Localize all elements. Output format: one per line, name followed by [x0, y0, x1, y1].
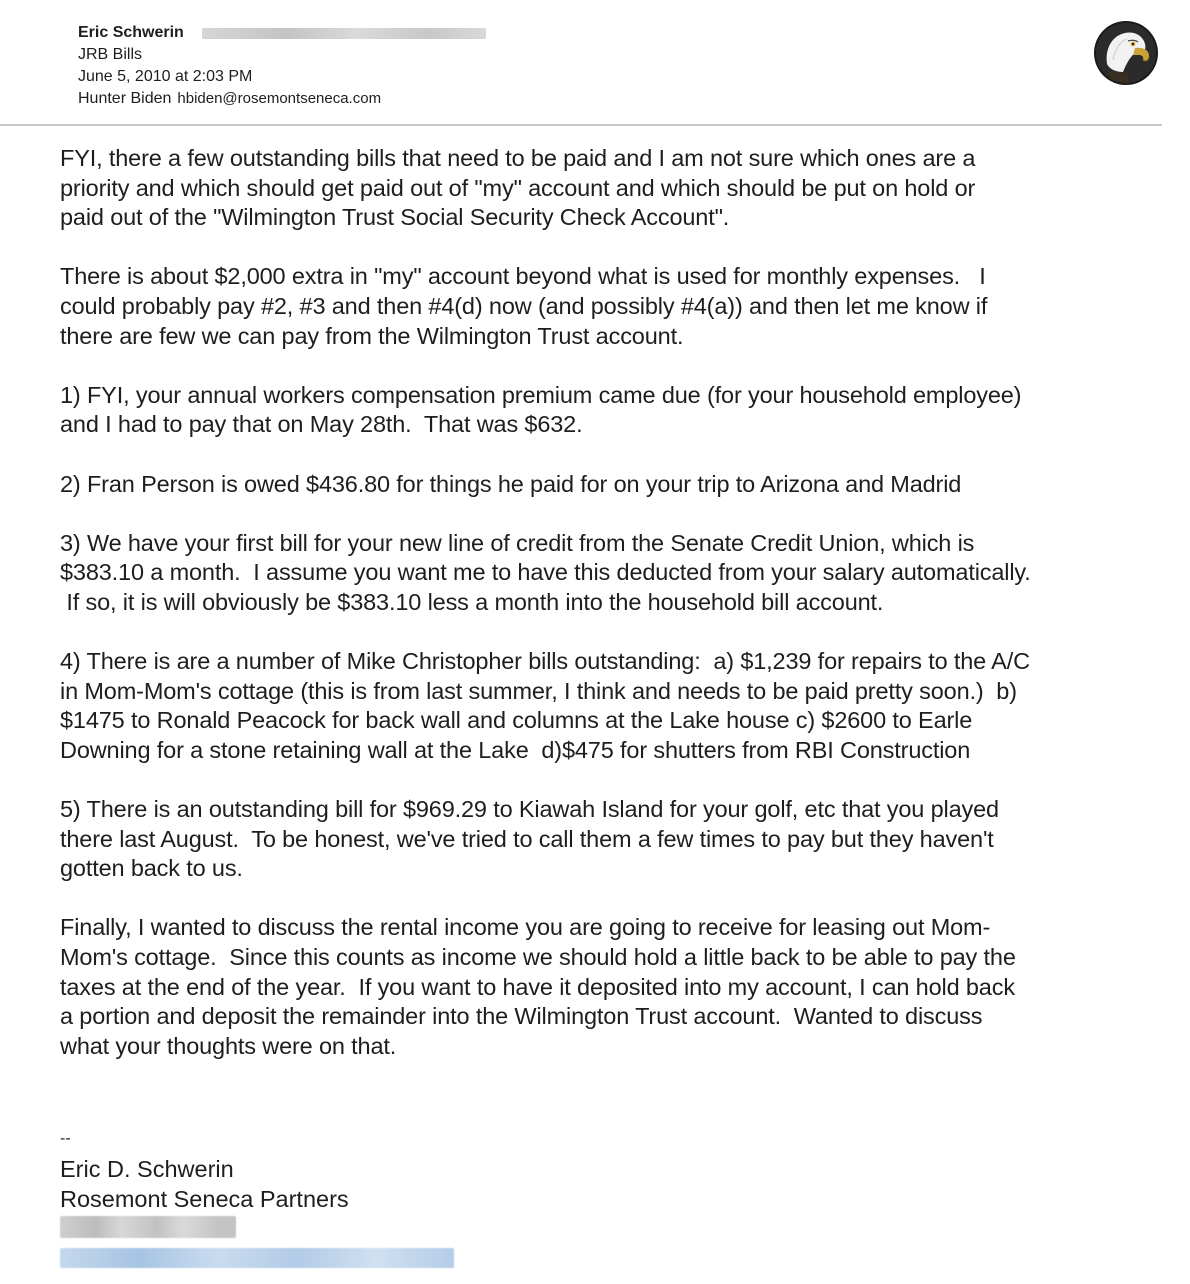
body-line: there last August. To be honest, we've tried to call them a few times to pay but they haven't: [60, 825, 994, 852]
redacted-link: [60, 1248, 454, 1268]
email-body: [60, 144, 1170, 1061]
body-line: priority and which should get paid out of "my" account and which should be put on hold or: [60, 174, 976, 201]
body-line: Downing for a stone retaining wall at the Lake d)$475 for shutters from RBI Construction: [60, 736, 971, 763]
to-name: Hunter Biden: [78, 90, 172, 107]
email-header: [0, 22, 1190, 126]
signature: [60, 1124, 349, 1214]
from-name: Eric Schwerin: [78, 24, 184, 41]
body-line: $1475 to Ronald Peacock for back wall and columns at the Lake house c) $2600 to Earle: [60, 707, 973, 734]
body-line: FYI, there a few outstanding bills that need to be paid and I am not sure which ones are a: [60, 145, 976, 171]
body-line: there are few we can pay from the Wilmington Trust account.: [60, 322, 684, 349]
body-line: 4) There is are a number of Mike Christopher bills outstanding: a) $1,239 for repairs to the A/C: [60, 648, 1030, 675]
body-line: Mom's cottage. Since this counts as income we should hold a little back to be able to pay the: [60, 944, 1016, 971]
body-line: 2) Fran Person is owed $436.80 for things he paid for on your trip to Arizona and Madrid: [60, 470, 962, 497]
body-line: $383.10 a month. I assume you want me to have this deducted from your salary automatically.: [60, 559, 1031, 586]
header-divider: [0, 124, 1162, 126]
from-value: [78, 22, 184, 44]
body-line: 5) There is an outstanding bill for $969.29 to Kiawah Island for your golf, etc that you played: [60, 796, 999, 823]
body-line: in Mom-Mom's cottage (this is from last summer, I think and needs to be paid pretty soon.) b): [60, 677, 1017, 704]
redacted-phone: [60, 1216, 236, 1238]
signature-company: Rosemont Seneca Partners: [60, 1186, 349, 1212]
body-line: Finally, I wanted to discuss the rental income you are going to receive for leasing out Mom-: [60, 914, 991, 941]
body-line: could probably pay #2, #3 and then #4(d) now (and possibly #4(a)) and then let me know if: [60, 292, 988, 319]
body-line: 1) FYI, your annual workers compensation premium came due (for your household employee): [60, 381, 1022, 408]
body-line: taxes at the end of the year. If you want to have it deposited into my account, I can hold back: [60, 973, 1015, 1000]
body-line: paid out of the "Wilmington Trust Social Security Check Account".: [60, 204, 730, 231]
subject-value: JRB Bills: [78, 46, 143, 63]
eagle-avatar-icon: [1093, 20, 1159, 86]
body-line: If so, it is will obviously be $383.10 less a month into the household bill account.: [60, 588, 884, 615]
body-line: There is about $2,000 extra in "my" account beyond what is used for monthly expenses. I: [60, 263, 986, 290]
to-email[interactable]: hbiden@rosemontseneca.com: [177, 90, 382, 107]
signature-name: Eric D. Schwerin: [60, 1156, 234, 1182]
body-line: gotten back to us.: [60, 855, 243, 882]
body-line: 3) We have your first bill for your new line of credit from the Senate Credit Union, which is: [60, 529, 975, 556]
signature-dash: --: [60, 1130, 71, 1147]
to-value: [78, 88, 381, 110]
redacted-sender-email: [202, 28, 486, 39]
date-value: June 5, 2010 at 2:03 PM: [78, 68, 253, 85]
body-line: a portion and deposit the remainder into the Wilmington Trust account. Wanted to discuss: [60, 1003, 983, 1030]
body-line: and I had to pay that on May 28th. That was $632.: [60, 411, 583, 438]
body-line: what your thoughts were on that.: [60, 1032, 397, 1059]
